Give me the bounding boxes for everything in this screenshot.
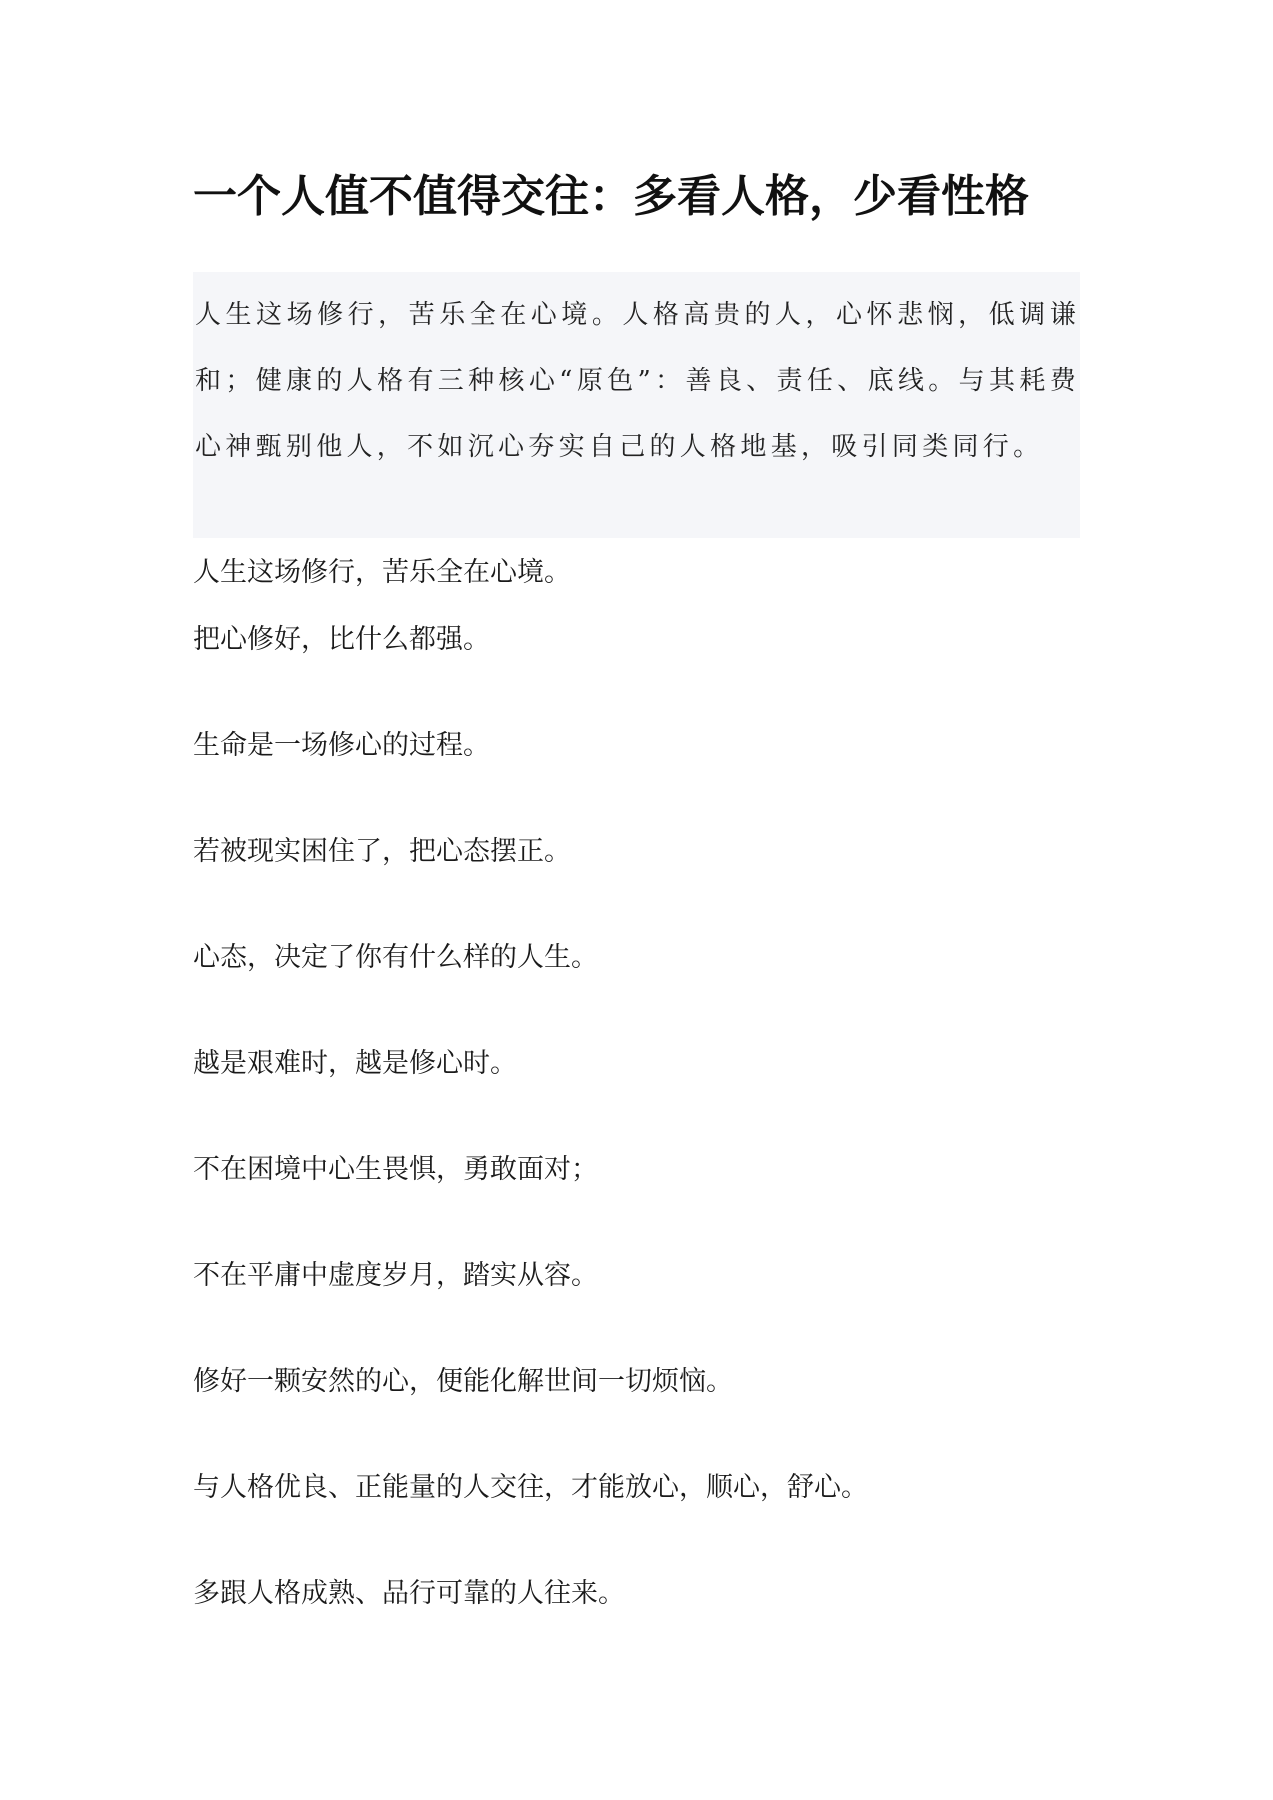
paragraph: 不在平庸中虚度岁月，踏实从容。 — [193, 1260, 598, 1291]
paragraph: 人生这场修行，苦乐全在心境。 — [193, 557, 571, 588]
paragraph: 若被现实困住了，把心态摆正。 — [193, 836, 571, 867]
paragraph: 与人格优良、正能量的人交往，才能放心，顺心，舒心。 — [193, 1472, 868, 1503]
article-title: 一个人值不值得交往：多看人格，少看性格 — [193, 171, 1029, 222]
paragraph: 多跟人格成熟、品行可靠的人往来。 — [193, 1578, 625, 1609]
article-page — [193, 0, 1080, 1800]
paragraph: 修好一颗安然的心，便能化解世间一切烦恼。 — [193, 1366, 733, 1397]
paragraph: 生命是一场修心的过程。 — [193, 730, 490, 761]
article-summary-box — [193, 272, 1080, 538]
paragraph: 不在困境中心生畏惧，勇敢面对； — [193, 1154, 598, 1185]
article-summary: 人生这场修行，苦乐全在心境。人格高贵的人，心怀悲悯，低调谦和；健康的人格有三种核心“原色”：善良、责任、底线。与其耗费心神甄别他人，不如沉心夯实自己的人格地基，吸引同类同行。 — [195, 300, 1080, 462]
paragraph: 把心修好，比什么都强。 — [193, 624, 490, 655]
paragraph: 越是艰难时，越是修心时。 — [193, 1048, 517, 1079]
paragraph: 心态，决定了你有什么样的人生。 — [193, 942, 598, 973]
